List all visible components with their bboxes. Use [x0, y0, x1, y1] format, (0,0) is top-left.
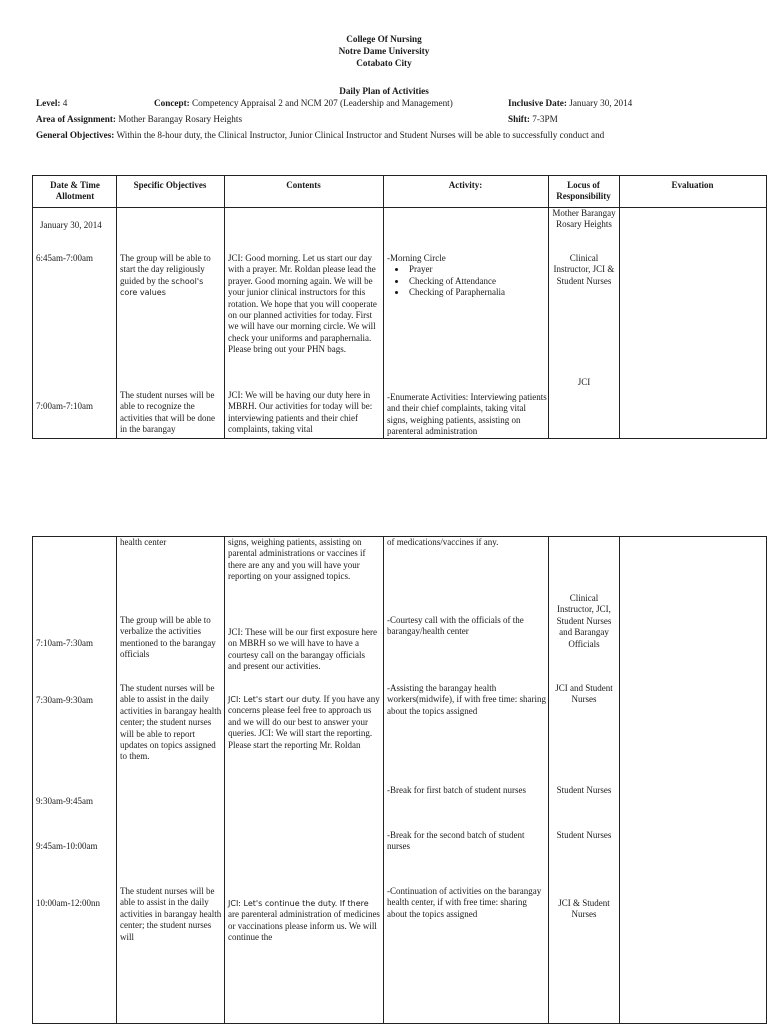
row-locus: JCI and Student Nurses: [555, 683, 613, 705]
row-activity: -Break for the second batch of student nurses: [387, 830, 525, 852]
table1-col-border: [32, 175, 33, 439]
activity-list: [393, 264, 547, 298]
table1-col-border: [766, 175, 767, 439]
row-locus: JCI: [577, 377, 591, 387]
row-time: 6:45am-7:00am: [36, 253, 93, 263]
col-header-objectives: Specific Objectives: [133, 180, 207, 190]
city-name: Cotabato City: [356, 58, 412, 68]
row-objective: The student nurses will be able to assist in the daily activities in barangay health center; the student nurses will be able to report updates on topics assigned to them.: [120, 683, 222, 762]
row-content: JCI: Good morning. Let us start our day with a prayer. Mr. Roldan please lead the prayer. Good morning again. We will be your junior clinical instructors for this rotation. We hope that you will cooperate on our planned activities for today. First we will have our morning circle. We will check your uniforms and paraphernalia. Please bring out your PHN bags.: [228, 253, 377, 355]
table1-col-border: [116, 175, 117, 439]
level-value: 4: [62, 98, 68, 108]
table1-bottom-border: [32, 438, 767, 439]
row-locus: Student Nurses: [556, 785, 612, 795]
shift-label: Shift:: [508, 114, 530, 124]
row-content: [228, 694, 380, 751]
table2-col-border: [224, 536, 225, 1024]
row-content: JCI: We will be having our duty here in MBRH. Our activities for today will be: interviewing patients and their chief complaints, taking vital: [228, 390, 373, 435]
level-line: [36, 98, 67, 110]
table2-col-border: [766, 536, 767, 1024]
row-objective: health center: [120, 537, 167, 547]
row-objective: The student nurses will be able to assist in the daily activities in barangay health center; the student nurses will: [120, 886, 222, 942]
activity-list-item: • Checking of Attendance: [407, 276, 547, 287]
row-objective-handwritten: school's core values: [120, 276, 204, 298]
university-name: Notre Dame University: [338, 46, 430, 56]
row-activity: -Courtesy call with the officials of the barangay/health center: [387, 615, 524, 637]
area-value: Mother Barangay Rosary Heights: [118, 114, 243, 124]
activity-list-item: • Checking of Paraphernalia: [407, 287, 547, 298]
activity-list-item: • Prayer: [407, 264, 547, 275]
table1-col-border: [383, 175, 384, 439]
row-time: 10:00am-12:00nn: [36, 898, 100, 908]
row-time: 7:00am-7:10am: [36, 401, 93, 411]
row-activity: -Enumerate Activities: Interviewing patients and their chief complaints, taking vital signs, weighing patients, assisting on parenteral administration: [387, 392, 547, 437]
row-locus: Clinical Instructor, JCI & Student Nurses: [553, 253, 615, 286]
row-locus: Student Nurses: [556, 830, 612, 840]
col-header-date: Date & Time Allotment: [50, 180, 100, 202]
table-place: Mother Barangay Rosary Heights: [552, 208, 616, 230]
row-content-text: If you have any concerns please feel free to approach us and we will do our best to answer your queries. JCI: We will start the reporting. Please start the reporting Mr. Roldan: [228, 694, 380, 750]
concept-line: [154, 98, 453, 110]
concept-label: Concept:: [154, 98, 190, 108]
table1-col-border: [619, 175, 620, 439]
row-objective-text: The group will be able to start the day religiously guided by the: [120, 253, 211, 286]
concept-value: Competency Appraisal 2 and NCM 207 (Leadership and Management): [192, 98, 453, 108]
row-locus: Clinical Instructor, JCI, Student Nurses and Barangay Officials: [556, 593, 612, 649]
table2-col-border: [32, 536, 33, 1024]
college-name: College Of Nursing: [346, 34, 422, 44]
table2-col-border: [116, 536, 117, 1024]
row-content-handwritten: JCI: Let's continue the duty. If there: [228, 899, 369, 908]
general-objectives-value: Within the 8-hour duty, the Clinical Instructor, Junior Clinical Instructor and Student Nurses will be able to successfully conduct and: [116, 130, 605, 140]
table2-col-border: [619, 536, 620, 1024]
plan-title: Daily Plan of Activities: [339, 86, 429, 96]
row-time: 7:10am-7:30am: [36, 638, 93, 648]
row-activity: -Break for first batch of student nurses: [387, 785, 526, 795]
activity-title: -Morning Circle: [387, 253, 446, 263]
row-content-text: are parenteral administration of medicines or vaccinations please inform us. We will continue the: [228, 909, 380, 943]
row-objective: [120, 253, 222, 299]
shift-value: 7-3PM: [532, 114, 558, 124]
table1-col-border: [224, 175, 225, 439]
shift-line: [508, 114, 558, 126]
area-label: Area of Assignment:: [36, 114, 116, 124]
area-line: [36, 114, 242, 126]
inclusive-date-line: [508, 98, 632, 110]
col-header-activity: Activity:: [448, 180, 483, 190]
inclusive-date-label: Inclusive Date:: [508, 98, 567, 108]
table-date: January 30, 2014: [40, 220, 102, 230]
row-activity: -Continuation of activities on the barangay health center, if with free time: sharing about the topics assigned: [387, 886, 542, 919]
table2-col-border: [383, 536, 384, 1024]
col-header-evaluation: Evaluation: [671, 180, 714, 190]
row-activity: [387, 253, 547, 299]
col-header-locus: Locus of Responsibility: [556, 180, 611, 202]
row-locus: JCI & Student Nurses: [558, 898, 610, 920]
row-content: [228, 898, 380, 944]
row-content: signs, weighing patients, assisting on parental administrations or vaccines if there are any and you will have your reporting on your assigned topics.: [228, 537, 366, 582]
col-header-contents: Contents: [286, 180, 321, 190]
general-objectives-line: [36, 130, 604, 142]
level-label: Level:: [36, 98, 61, 108]
row-time: 9:45am-10:00am: [36, 841, 98, 851]
table1-col-border: [548, 175, 549, 439]
inclusive-date-value: January 30, 2014: [569, 98, 633, 108]
table1-header-border: [32, 207, 767, 208]
row-objective: The group will be able to verbalize the activities mentioned to the barangay officials: [120, 615, 216, 660]
row-time: 9:30am-9:45am: [36, 796, 93, 806]
general-objectives-label: General Objectives:: [36, 130, 115, 140]
table2-col-border: [548, 536, 549, 1024]
row-content-handwritten: JCI: Let's start our duty.: [228, 695, 322, 704]
row-activity: -Assisting the barangay health workers(midwife), if with free time: sharing about the topics assigned: [387, 683, 546, 716]
row-objective: The student nurses will be able to recognize the activities that will be done in the barangay: [120, 390, 215, 435]
table1-top-border: [32, 175, 767, 176]
row-time: 7:30am-9:30am: [36, 695, 93, 705]
row-activity: of medications/vaccines if any.: [387, 537, 499, 547]
row-content: JCI: These will be our first exposure here on MBRH so we will have to have a courtesy call on the barangay officials and present our activities.: [228, 627, 378, 672]
